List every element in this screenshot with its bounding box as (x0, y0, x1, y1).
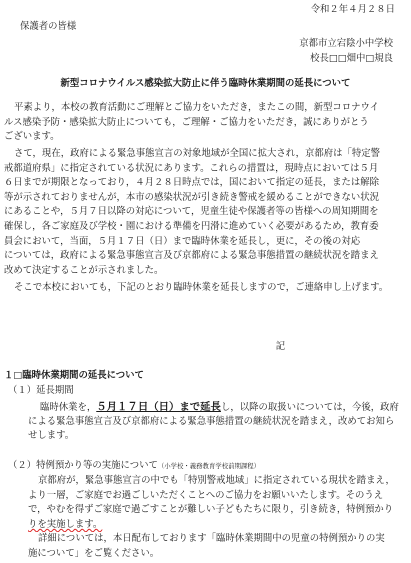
subsection-special-care-heading (8, 459, 260, 474)
special-care-paragraph (4, 474, 404, 562)
body-paragraph (4, 147, 404, 278)
sender-school: 京都市立宕陰小中学校 (299, 38, 393, 49)
intro-line: 平素より，本校の教育活動にご理解とご協力をいただき，またこの間，新型コロナウイ (14, 102, 379, 113)
subsection-note: （小学校・義務教育学校前期課程） (157, 462, 261, 470)
period-line (4, 400, 404, 415)
body-line: さて，現在，政府による緊急事態宣言の対象地域が全国に拡大され，京都府は「特定警 (14, 148, 381, 159)
subsection-special-care-label: （２）特例預かり等の実施について (8, 460, 158, 471)
period-cont-line: せします。 (28, 430, 75, 442)
body-line: ６日までが期限となっており，４月２８日時点では，国において指定の延長，または解除 (4, 177, 380, 189)
period-prefix: 臨時休業を， (40, 402, 97, 413)
letter-date: 令和２年４月２８日 (310, 4, 395, 15)
body-line: 員会において，当面，５月１７日（日）まで臨時休業を延長し，更に，その後の対応 (4, 235, 361, 247)
letter-title: 新型コロナウイルス感染拡大防止に伴う臨時休業期間の延長について (60, 78, 351, 89)
special-care-line: りを実施します。 (28, 518, 103, 530)
special-care-line: 京都府が，緊急事態宣言の中でも「特別警戒地域」に指定されている現状を踏まえ， (38, 475, 395, 486)
intro-line: ございます。 (4, 131, 60, 143)
special-care-line: より一層，ご家庭でお過ごしいただくことへのご協力をお願いいたします。そのうえ (28, 489, 384, 501)
special-care-line: 詳細については，本日配布しております「臨時休業期間中の児童の特例預かりの実 (38, 533, 385, 545)
body-line: 改めて決定することが示されました。 (4, 264, 164, 276)
period-highlight: ５月１７日（日）まで延長 (96, 401, 221, 413)
addressee: 保護者の皆様 (20, 21, 77, 32)
period-paragraph (4, 400, 404, 444)
subsection-period-label: （１）延長期間 (8, 385, 74, 396)
closing-line: そこで本校においても，下記のとおり臨時休業を延長しますので，ご連絡申し上げます。 (14, 282, 389, 293)
body-line: 戒都道府県」に指定されている状況にあります。これらの措置は，現時点においては５月 (4, 162, 379, 174)
special-care-line: 施について」をご覧ください。 (28, 547, 160, 559)
special-care-line: で，やむを得ずご家庭で過ごすことが難しい子どもたちに限り，引き続き，特例預かり (28, 504, 394, 516)
period-cont-line: による緊急事態宣言及び京都府による緊急事態措置の継続状況を踏まえ，改めてお知ら (28, 415, 395, 427)
body-line: 等が示されておりませんが，本市の感染状況が引き続き警戒を緩めることができない状況 (4, 191, 380, 203)
section1-heading: １□臨時休業期間の延長について (4, 370, 144, 381)
closing-paragraph (4, 281, 404, 296)
intro-line: ルス感染予防・感染拡大防止についても，ご理解・ご協力をいただき，誠にありがとう (4, 116, 369, 128)
sender-principal: 校長□□畑中□規良 (310, 53, 393, 64)
ki-marker: 記 (275, 341, 286, 352)
period-suffix: し，以降の取扱いについては，今後，政府 (220, 402, 399, 413)
intro-paragraph (4, 101, 404, 145)
body-line: については，政府による緊急事態宣言及び京都府による緊急事態措置の継続状況を踏まえ (4, 250, 379, 262)
body-line: にあることや，５月７日以降の対応について，児童生徒や保護者等の皆様への周知期間を (4, 206, 379, 218)
body-line: 確保し，各ご家庭及び学校・園における準備を円滑に進めていく必要があるため，教育委 (4, 220, 379, 232)
